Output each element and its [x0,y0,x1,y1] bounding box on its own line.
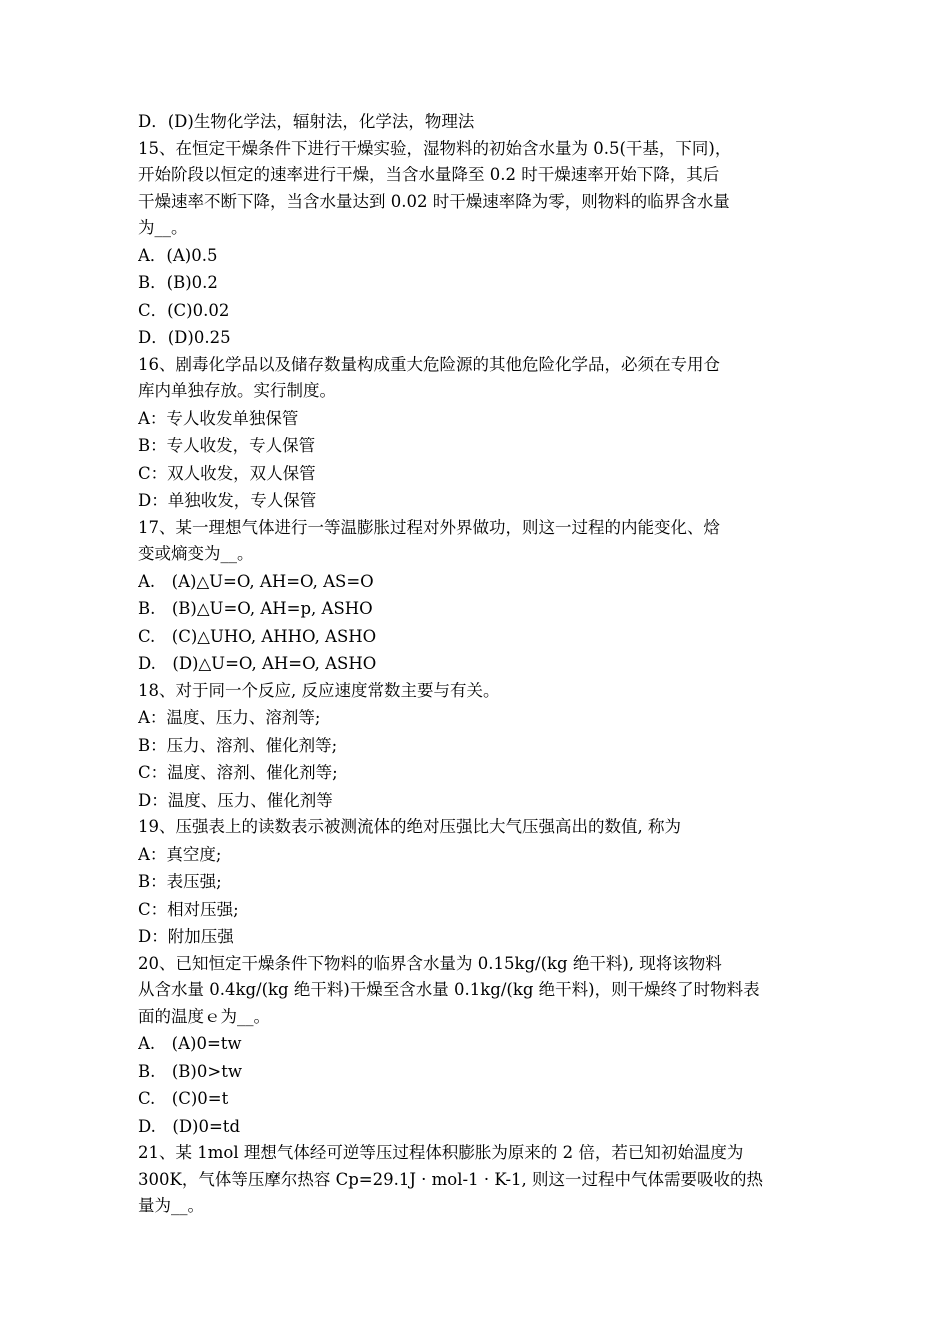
option-a: A：真空度; [138,844,222,864]
option-b: B. (B)△U=O, ΑH=p, ΑSΗO [138,599,373,618]
option-c: C. (C)△UΗO, ΑHΗO, ΑSΗO [138,626,377,646]
option-d: D．(D)0.25 [138,328,231,347]
option-c: C：温度、溶剂、催化剂等; [138,763,338,782]
question-text: 从含水量 0.4kg/(kg 绝干料)干燥至含水量 0.1kg/(kg 绝干料)，则干燥终了时物料表 [138,980,760,999]
question-21 [138,1140,818,1220]
question-text: 20、已知恒定干燥条件下物料的临界含水量为 0.15kg/(kg 绝干料), 现将该物料 [138,953,722,973]
document-page [138,108,818,1220]
question-text: 开始阶段以恒定的速率进行干燥，当含水量降至 0.2 时干燥速率开始下降，其后 [138,165,720,184]
option-b: B．(B)0.2 [138,273,218,292]
question-text: 300K，气体等压摩尔热容 Cp=29.1J · mol-1 · K-1, 则这一过程中气体需要吸收的热 [138,1169,764,1189]
option-b: B：表压强; [138,872,222,891]
question-text: 库内单独存放。实行制度。 [138,381,336,400]
question-text: 15、在恒定干燥条件下进行干燥实验，湿物料的初始含水量为 0.5(干基，下同)， [138,138,732,158]
question-18 [138,678,818,815]
option-b: B. (B)0>tw [138,1061,242,1081]
option-d: D：附加压强 [138,927,234,946]
option-a: A. (A)△U=O, ΑH=O, ΑS=O [138,571,374,591]
question-text: 19、压强表上的读数表示被测流体的绝对压强比大气压强高出的数值, 称为 [138,817,681,836]
lead-option: D．(D)生物化学法，辐射法，化学法，物理法 [138,112,475,131]
question-text: 21、某 1mol 理想气体经可逆等压过程体积膨胀为原来的 2 倍，若已知初始温度为 [138,1143,744,1162]
option-c: C. (C)0=t [138,1089,229,1108]
question-text: 18、对于同一个反应, 反应速度常数主要与有关。 [138,680,500,700]
option-a: A：专人收发单独保管 [138,408,299,428]
option-a: A：温度、压力、溶剂等; [138,708,321,727]
option-a: A. (A)0=tw [138,1034,242,1053]
question-20 [138,951,818,1141]
question-text: 变或熵变为__。 [138,544,254,563]
option-c: C：双人收发，双人保管 [138,463,316,483]
option-a: A．(A)0.5 [138,245,218,265]
question-text: 干燥速率不断下降，当含水量达到 0.02 时干燥速率降为零，则物料的临界含水量 [138,191,730,211]
question-16 [138,352,818,515]
question-text: 为__。 [138,218,188,237]
question-text: 17、某一理想气体进行一等温膨胀过程对外界做功，则这一过程的内能变化、焓 [138,517,720,537]
option-d: D：单独收发，专人保管 [138,491,317,510]
option-d: D. (D)△U=O, ΑH=O, ΑSΗO [138,654,377,673]
question-19 [138,814,818,951]
option-c: C：相对压强; [138,899,239,919]
option-b: B：专人收发，专人保管 [138,436,316,455]
question-text: 面的温度ｅ为__。 [138,1006,270,1026]
question-text: 16、剧毒化学品以及储存数量构成重大危险源的其他危险化学品，必须在专用仓 [138,354,720,374]
question-text: 量为__。 [138,1196,204,1215]
option-d: D. (D)0=td [138,1116,241,1136]
option-c: C．(C)0.02 [138,300,230,320]
option-b: B：压力、溶剂、催化剂等; [138,735,338,755]
option-d: D：温度、压力、催化剂等 [138,790,333,810]
question-17 [138,515,818,678]
question-15 [138,136,818,352]
